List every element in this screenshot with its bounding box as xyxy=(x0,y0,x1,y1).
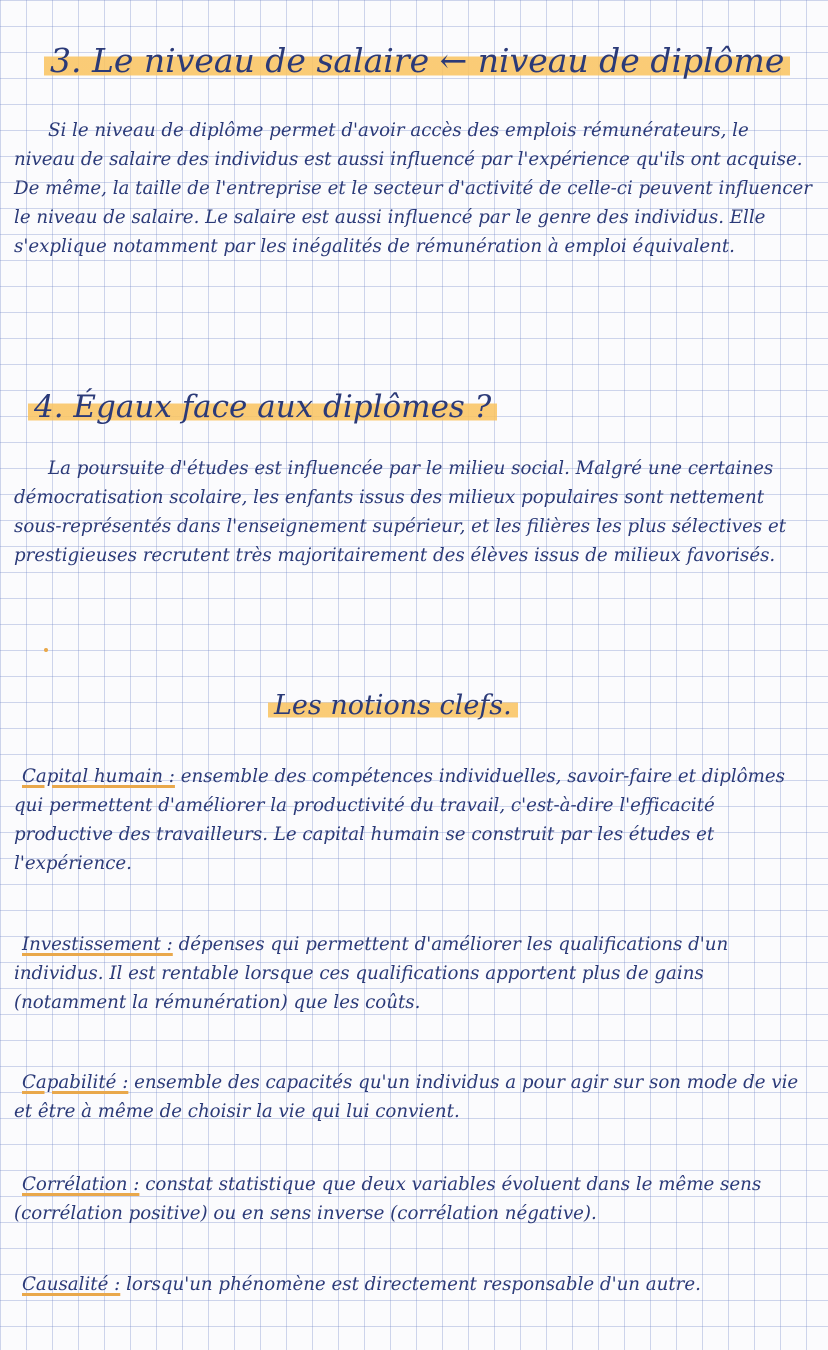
section-4-text: La poursuite d'études est influencée par le milieu social. Malgré une certaines démocratisation scolaire, les enfants issus des milieux populaires sont nettement sous-représentés dans l'enseignement supérieur, et les filières les plus sélectives et prestigieuses recrutent très majoritairement des élèves issus de milieux favorisés. xyxy=(14,458,787,566)
section-3-title xyxy=(44,41,790,80)
notion-definition: ensemble des capacités qu'un individus a pour agir sur son mode de vie et être à même de choisir la vie qui lui convient. xyxy=(14,1072,799,1122)
section-4-title-text: 4. Égaux face aux diplômes ? xyxy=(28,389,497,425)
notion-term: Causalité : xyxy=(22,1274,121,1295)
notion-investissement xyxy=(14,930,814,1017)
notion-definition: ensemble des compétences individuelles, savoir-faire et diplômes qui permettent d'améliorer la productivité du travail, c'est-à-dire l'efficacité productive des travailleurs. Le capital humain se construit par les études et l'expérience. xyxy=(14,766,785,874)
notion-definition: dépenses qui permettent d'améliorer les qualifications d'un individus. Il est rentable lorsque ces qualifications apportent plus de gains (notamment la rémunération) que les coûts. xyxy=(14,934,729,1013)
notion-term: Capital humain : xyxy=(22,766,175,787)
notion-term: Investissement : xyxy=(22,934,173,955)
section-4-title xyxy=(28,389,497,425)
section-3-title-text: 3. Le niveau de salaire ← niveau de diplôme xyxy=(44,41,790,80)
notion-causalite xyxy=(14,1270,814,1299)
section-3-paragraph xyxy=(14,116,814,261)
notion-definition: constat statistique que deux variables évoluent dans le même sens (corrélation positive) ou en sens inverse (corrélation négative). xyxy=(14,1174,762,1224)
notion-correlation xyxy=(14,1170,814,1228)
notions-title xyxy=(268,692,518,719)
notion-term: Capabilité : xyxy=(22,1072,129,1093)
notion-term: Corrélation : xyxy=(22,1174,140,1195)
section-3-text: Si le niveau de diplôme permet d'avoir accès des emplois rémunérateurs, le niveau de salaire des individus est aussi influencé par l'expérience qu'ils ont acquise. De même, la taille de l'entreprise et le secteur d'activité de celle-ci peuvent influencer le niveau de salaire. Le salaire est aussi influencé par le genre des individus. Elle s'explique notamment par les inégalités de rémunération à emploi équivalent. xyxy=(14,120,812,257)
notions-title-text: Les notions clefs. xyxy=(268,690,518,721)
section-4-paragraph xyxy=(14,454,814,570)
notion-definition: lorsqu'un phénomène est directement responsable d'un autre. xyxy=(126,1274,701,1295)
ink-dot xyxy=(44,648,48,652)
notion-capabilite xyxy=(14,1068,814,1126)
notion-capital-humain xyxy=(14,762,814,878)
